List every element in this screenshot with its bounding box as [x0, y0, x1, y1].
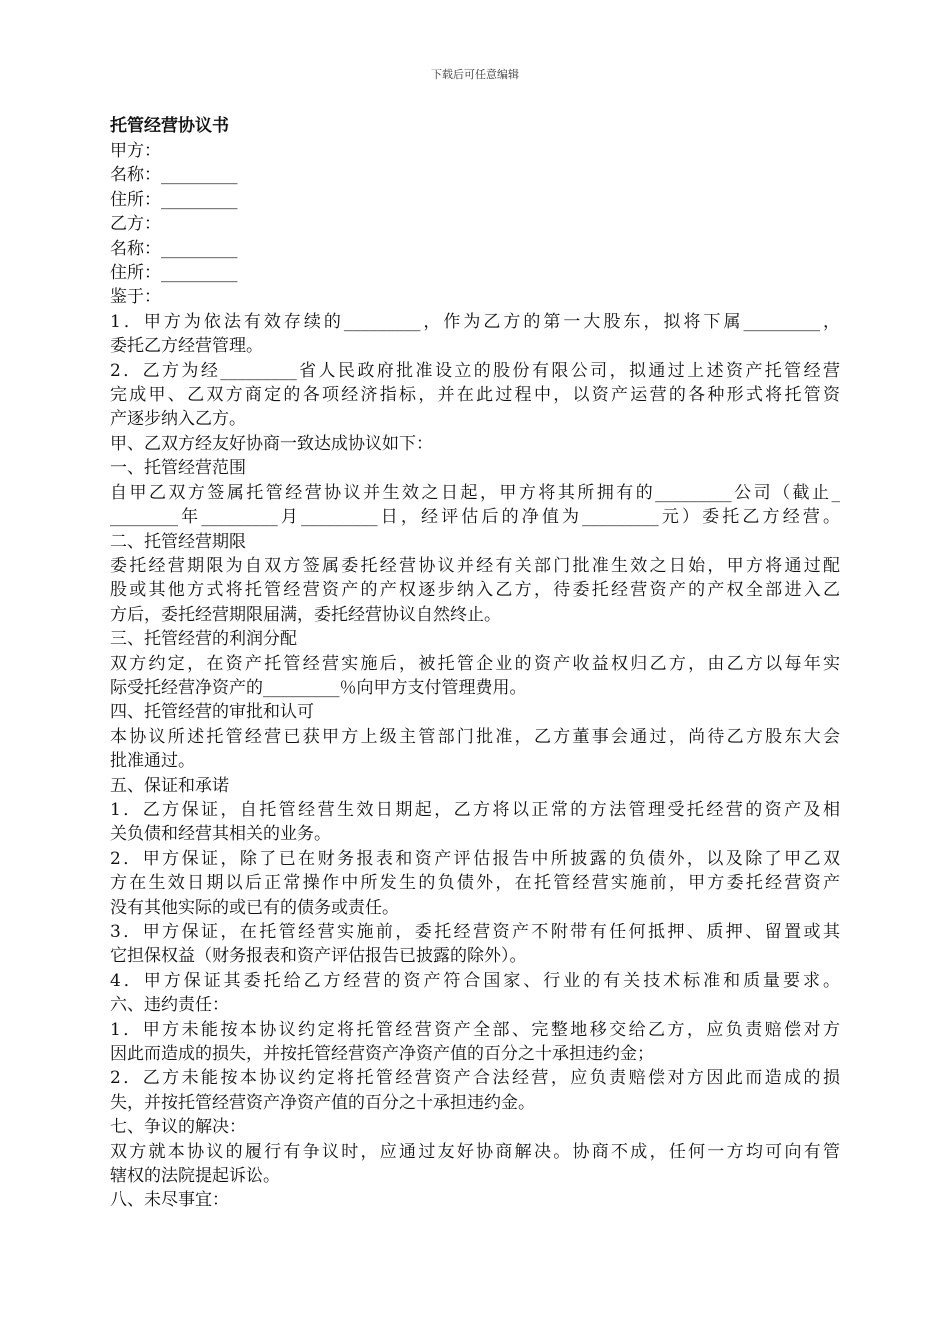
text-line: 1．甲方未能按本协议约定将托管经营资产全部、完整地移交给乙方，应负责赔偿对方: [110, 1019, 840, 1040]
text-line: 四、托管经营的审批和认可: [110, 702, 314, 723]
text-line: 鉴于：: [110, 287, 161, 308]
text-line: 方后，委托经营期限届满，委托经营协议自然终止。: [110, 604, 501, 625]
text-line: 批准通过。: [110, 751, 195, 772]
text-line: 辖权的法院提起诉讼。: [110, 1166, 280, 1187]
text-line: 三、托管经营的利润分配: [110, 629, 297, 650]
text-line: 2．乙方为经_________省人民政府批准设立的股份有限公司，拟通过上述资产托管经营: [110, 360, 840, 381]
text-line: 1．乙方保证，自托管经营生效日期起，乙方将以正常的方法管理受托经营的资产及相: [110, 799, 840, 820]
text-line: 委托乙方经营管理。: [110, 336, 263, 357]
text-line: 双方就本协议的履行有争议时，应通过友好协商解决。协商不成，任何一方均可向有管: [110, 1141, 840, 1162]
text-line: 没有其他实际的或已有的债务或责任。: [110, 897, 399, 918]
text-line: 股或其他方式将托管经营资产的产权逐步纳入乙方，待委托经营资产的产权全部进入乙: [110, 580, 840, 601]
text-line: 失，并按托管经营资产净资产值的百分之十承担违约金。: [110, 1092, 535, 1113]
text-line: 1．甲方为依法有效存续的_________，作为乙方的第一大股东，拟将下属_________，: [110, 311, 840, 332]
text-line: 住所：_________: [110, 263, 238, 284]
text-line: 甲方：: [110, 141, 161, 161]
text-line: 方在生效日期以后正常操作中所发生的负债外，在托管经营实施前，甲方委托经营资产: [110, 873, 840, 894]
text-line: 六、违约责任：: [110, 995, 229, 1016]
text-line: 3．甲方保证，在托管经营实施前，委托经营资产不附带有任何抵押、质押、留置或其: [110, 922, 840, 942]
text-line: 际受托经营净资产的_________％向甲方支付管理费用。: [110, 677, 527, 698]
document-lines: [110, 139, 840, 1213]
text-line: 关负债和经营其相关的业务。: [110, 824, 331, 845]
text-line: ________年_________月_________日，经评估后的净值为_________元）委托乙方经营。: [110, 507, 840, 528]
document-title: 托管经营协议书: [110, 116, 229, 136]
text-line: 2．乙方未能按本协议约定将托管经营资产合法经营，应负责赔偿对方因此而造成的损: [110, 1068, 840, 1089]
text-line: 一、托管经营范围: [110, 458, 246, 479]
text-line: 八、未尽事宜：: [110, 1190, 229, 1211]
text-line: 4．甲方保证其委托给乙方经营的资产符合国家、行业的有关技术标准和质量要求。: [110, 970, 840, 991]
text-line: 它担保权益（财务报表和资产评估报告已披露的除外）。: [110, 946, 527, 967]
document-body: [110, 113, 840, 1213]
text-line: 住所：_________: [110, 189, 238, 210]
text-line: 本协议所述托管经营已获甲方上级主管部门批准，乙方董事会通过，尚待乙方股东大会: [110, 726, 840, 747]
text-line: 名称：_________: [110, 238, 238, 259]
text-line: 双方约定，在资产托管经营实施后，被托管企业的资产收益权归乙方，由乙方以每年实: [110, 653, 840, 674]
text-line: 乙方：: [110, 214, 161, 235]
text-line: 五、保证和承诺: [110, 775, 229, 796]
text-line: 完成甲、乙双方商定的各项经济指标，并在此过程中，以资产运营的各种形式将托管资: [110, 385, 840, 406]
text-line: 委托经营期限为自双方签属委托经营协议并经有关部门批准生效之日始，甲方将通过配: [110, 555, 840, 576]
header-note: 下载后可任意编辑: [431, 68, 519, 81]
text-line: 甲、乙双方经友好协商一致达成协议如下：: [110, 433, 433, 454]
text-line: 二、托管经营期限: [110, 531, 246, 552]
text-line: 名称：_________: [110, 165, 238, 186]
text-line: 产逐步纳入乙方。: [110, 409, 246, 430]
text-line: 2．甲方保证，除了已在财务报表和资产评估报告中所披露的负债外，以及除了甲乙双: [110, 848, 840, 869]
text-line: 自甲乙双方签属托管经营协议并生效之日起，甲方将其所拥有的_________公司（截止_: [110, 482, 840, 503]
text-line: 因此而造成的损失，并按托管经营资产净资产值的百分之十承担违约金；: [110, 1044, 654, 1065]
text-line: 七、争议的解决：: [110, 1117, 246, 1138]
